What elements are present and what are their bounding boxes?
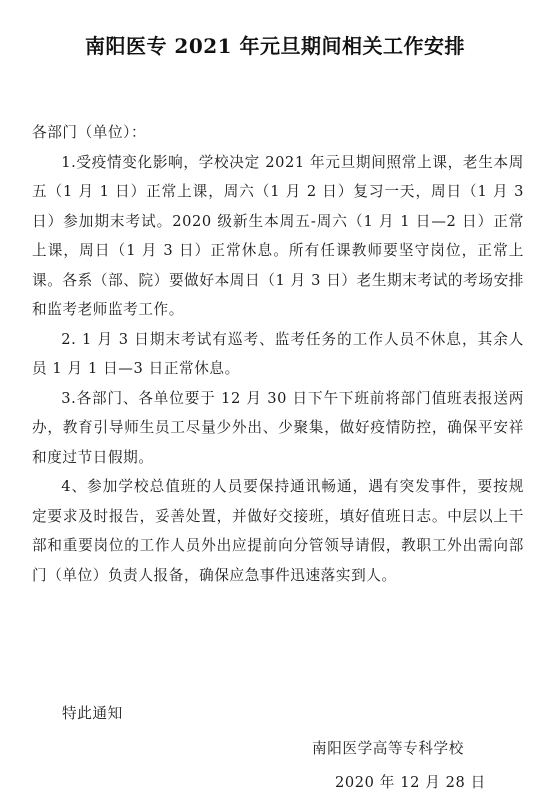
paragraph-1: 1.受疫情变化影响，学校决定 2021 年元旦期间照常上课，老生本周五（1 月 1 日）正常上课，周六（1 月 2 日）复习一天，周日（1 月 3 日）参加期末考试。2020 级新生本周五-周六（1 月 1 日—2 日）正常上课，周日（1 月 3 日）正常休息。所有任课教师要坚守岗位，正常上课。各系（部、院）要做好本周日（1 月 3 日）老生期末考试的考场安排和监考老师监考工作。 xyxy=(32,153,524,318)
paragraph-3: 3.各部门、各单位要于 12 月 30 日下午下班前将部门值班表报送两办，教育引导师生员工尽量少外出、少聚集，做好疫情防控，确保平安祥和度过节日假期。 xyxy=(32,389,524,466)
salutation: 各部门（单位）： xyxy=(32,124,147,141)
document-title: 南阳医专 2021 年元旦期间相关工作安排 xyxy=(84,34,466,58)
paragraph-4: 4、参加学校总值班的人员要保持通讯畅通，遇有突发事件，要按规定要求及时报告，妥善处置，并做好交接班，填好值班日志。中层以上干部和重要岗位的工作人员外出应提前向分管领导请假，教职工外出需向部门（单位）负责人报备，确保应急事件迅速落实到人。 xyxy=(32,478,524,584)
issue-date: 2020 年 12 月 28 日 xyxy=(335,774,486,791)
paragraph-2: 2. 1 月 3 日期末考试有巡考、监考任务的工作人员不休息，其余人员 1 月 1 日—3 日正常休息。 xyxy=(32,330,524,377)
issuing-organization: 南阳医学高等专科学校 xyxy=(312,740,464,757)
closing-note: 特此通知 xyxy=(62,705,123,722)
document-body xyxy=(32,118,524,590)
